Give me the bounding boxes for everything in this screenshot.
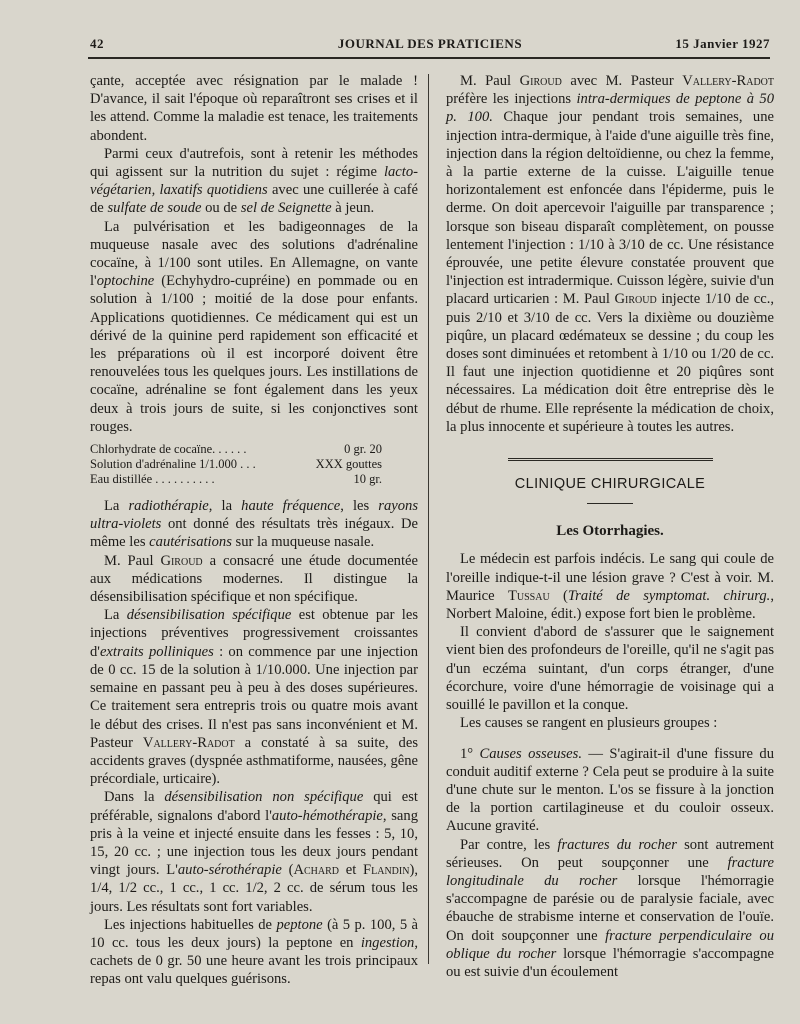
ingredient-name: Eau distillée . . . . . . . . . . (90, 472, 215, 487)
right-column (446, 72, 774, 981)
prescription-formula (90, 442, 418, 487)
formula-row (90, 457, 418, 472)
paragraph: Le médecin est parfois indécis. Le sang qui coule de l'oreille indique-t-il une lésion grave ? C'est à voir. M. Maurice Tussau (Traité de symptomat. chirurg., Norbert Maloine, édit.) expose fort bien le problème. (446, 551, 774, 623)
paragraph: La désensibilisation spécifique est obtenue par les injections préventives progressivement croissantes d'extraits polliniques : on commence par une injection de 0 cc. 15 de la solution à 1/10.000. Une injection par semaine en passant peu à peu à des doses supérieures. Ce traitement sera entrepris trois ou quatre mois avant le début des crises. Il n'est pas sans inconvénient et M. Pasteur Vallery-Radot a constaté à sa suite, des accidents graves (dyspnée asthmatiforme, nausées, gêne précordiale, urticaire). (90, 607, 419, 788)
paragraph: M. Paul Giroud avec M. Pasteur Vallery-Radot préfère les injections intra-dermiques de peptone à 50 p. 100. Chaque jour pendant trois semaines, une injection intra-dermique, à l'aide d'une aiguille très fine, injection dans la région deltoïdienne, ou chez la femme, à la partie externe de la cuisse. L'aiguille tenue horizontalement est enfoncée dans l'épiderme, puis le derme. On doit apercevoir l'aiguille par transparence ; lorsque son biseau disparaît complètement, on pousse lentement l'injection : 1/10 à 3/10 de cc. Une résistance éprouvée, une petite élevure constatée prouvent que l'injection est intradermique. Cuisson légère, suivie d'un placard urticarien : M. Paul Giroud injecte 1/10 de cc., puis 2/10 et 3/10 de cc. Vers la dixième ou douzième piqûre, un placard œdémateux se dessine ; du coup les doses sont diminuées et retombent à 1/10 ou 1/20 de cc. Il faut une injection quotidienne et 20 piqûres sont nécessaires. La médication doit être entreprise dès le début de rhume. Elle représente la médication de choix, la plus innocente et supérieure à toutes les autres. (446, 73, 774, 435)
ingredient-dose: 0 gr. 20 (344, 442, 382, 457)
paragraph: Dans la désensibilisation non spécifique qui est préférable, signalons d'abord l'auto-hémothérapie, sang pris à la veine et injecté ensuite dans les fesses : 5, 10, 15, 20 cc. ; une injection tous les deux jours pendant vingt jours. L'auto-sérothérapie (Achard et Flandin), 1/4, 1/2 cc., 1 cc., 1 cc. 1/2, 2 cc. de sérum tous les jours. Les résultats sont fort variables. (90, 789, 418, 915)
paragraph: Les injections habituelles de peptone (à 5 p. 100, 5 à 10 cc. tous les deux jours) la peptone en ingestion, cachets de 0 gr. 50 une heure avant les trois principaux repas ont valu quelques guérisons. (90, 916, 418, 988)
ingredient-dose: XXX gouttes (315, 457, 382, 472)
issue-date: 15 Janvier 1927 (675, 36, 770, 51)
running-head (90, 36, 770, 56)
column-divider (428, 74, 429, 964)
journal-title: JOURNAL DES PRATICIENS (337, 36, 523, 51)
header-rule (88, 57, 770, 59)
paragraph: M. Paul Giroud a consacré une étude documentée aux médications modernes. Il distingue la désensibilisation spécifique et non spécifique. (90, 552, 418, 606)
formula-row (90, 442, 418, 457)
paragraph: Par contre, les fractures du rocher sont autrement sérieuses. On peut soupçonner une fracture longitudinale du rocher lorsque l'hémorragie s'accompagne de parésie ou de paralysie faciale, avec ébauche de strabisme interne et conservation de l'ouïe. On doit soupçonner une fracture perpendiculaire ou oblique du rocher lorsque l'hémorragie s'accompagne ou est suivie d'un écoulement (446, 836, 774, 980)
title-rule (587, 503, 633, 504)
formula-row (90, 472, 418, 487)
paragraph: çante, acceptée avec résignation par le malade ! D'avance, il sait l'époque où reparaîtront ses crises et il les attend. Comme la maladie est tenace, les traitements abondent. (90, 73, 418, 144)
ingredient-dose: 10 gr. (353, 472, 382, 487)
left-column (90, 72, 418, 989)
paragraph: Il convient d'abord de s'assurer que le saignement vient bien des profondeurs de l'oreille, qu'il ne s'agit pas d'un eczéma suintant, d'un corps étranger, d'une écorchure, voire d'une hémorragie de voisinage qui a souillé le pavillon et la conque. (446, 624, 774, 714)
section-title: CLINIQUE CHIRURGICALE (514, 476, 706, 493)
article-title: Les Otorrhagies. (556, 523, 664, 540)
paragraph: Les causes se rangent en plusieurs groupes : (460, 715, 718, 732)
ingredient-name: Solution d'adrénaline 1/1.000 . . . (90, 457, 256, 472)
paragraph: 1° Causes osseuses. — S'agirait-il d'une fissure du conduit auditif externe ? Cela peut se produire à la suite d'une chute sur le menton. L'os se fissure à la jonction de la portion cartilagineuse et du couloir osseux. Aucune gravité. (446, 745, 774, 835)
ingredient-name: Chlorhydrate de cocaïne. . . . . . (90, 442, 247, 457)
paragraph: La pulvérisation et les badigeonnages de la muqueuse nasale avec des solutions d'adrénaline cocaïne, à 1/100 sont utiles. En Allemagne, on vante l'optochine (Echyhydro-cupréine) en pommade ou en solution à 1/100 ; moitié de la dose pour enfants. Applications quotidiennes. Ce médicament qui est un dérivé de la quinine perd rapidement son efficacité et les préparations où il est incorporé doivent être renouvelées tous les quelques jours. Les instillations de cocaïne, adrénaline se font également dans les yeux deux à trois jours de suite, si les conjonctives sont rouges. (90, 218, 418, 435)
paragraph: Parmi ceux d'autrefois, sont à retenir les méthodes qui agissent sur la nutrition du sujet : régime lacto-végétarien, laxatifs quotidiens avec une cuillerée à café de sulfate de soude ou de sel de Seignette à jeun. (90, 145, 418, 217)
section-separator (508, 458, 713, 463)
paragraph: La radiothérapie, la haute fréquence, les rayons ultra-violets ont donné des résultats très inégaux. De même les cautérisations sur la muqueuse nasale. (90, 498, 418, 551)
page-number: 42 (90, 36, 104, 51)
